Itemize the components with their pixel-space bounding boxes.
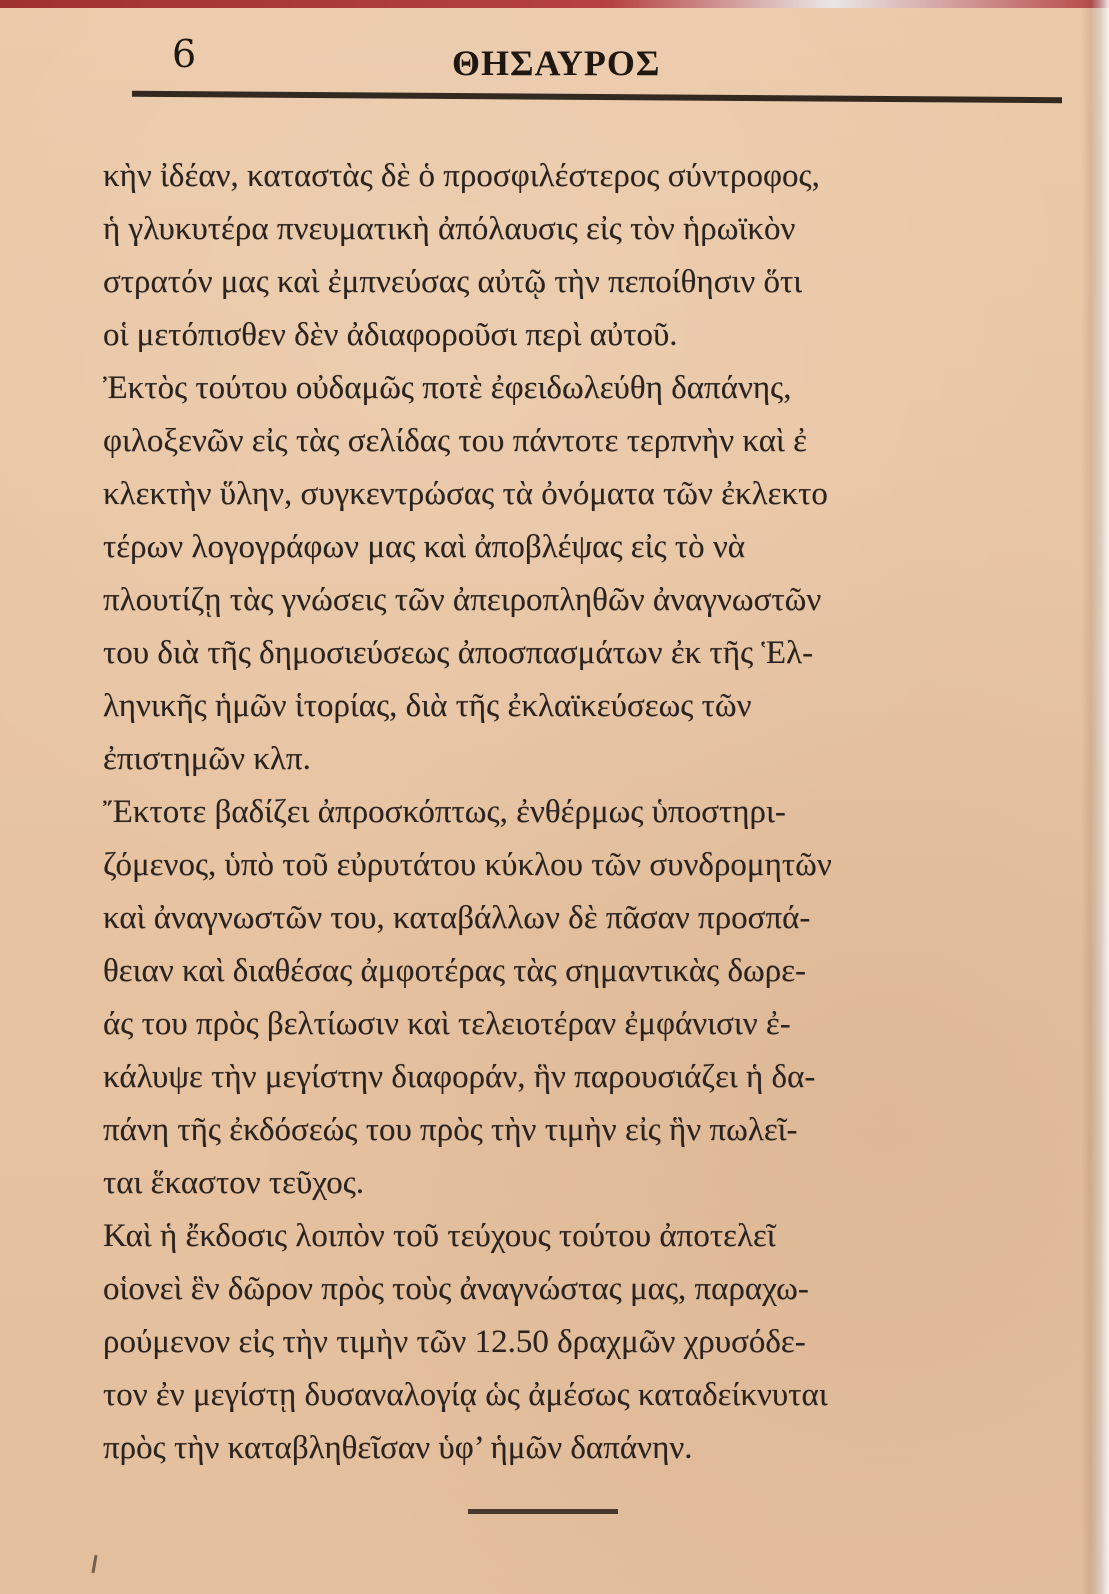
running-title: ΘΗΣΑΥΡΟΣ xyxy=(452,43,661,83)
header-rule xyxy=(132,91,1062,103)
text-line: κλεκτὴν ὕλην, συγκεντρώσας τὰ ὀνόματα τῶν ἐκλεκτο xyxy=(103,476,828,512)
page-header xyxy=(132,32,1062,112)
page-number: 6 xyxy=(172,32,197,76)
text-line: οἱ μετόπισθεν δὲν ἀδιαφοροῦσι περὶ αὐτοῦ. xyxy=(103,317,678,353)
text-line: άς του πρὸς βελτίωσιν καὶ τελειοτέραν ἐμφάνισιν ἐ- xyxy=(103,1006,791,1042)
text-line: θειαν καὶ διαθέσας ἀμφοτέρας τὰς σημαντικὰς δωρε- xyxy=(103,953,807,989)
text-line: καὶ ἀναγνωστῶν του, καταβάλλων δὲ πᾶσαν προσπά- xyxy=(103,900,811,936)
text-line: του διὰ τῆς δημοσιεύσεως ἀποσπασμάτων ἐκ τῆς Ἑλ- xyxy=(103,635,814,671)
text-line: κὴν ἰδέαν, καταστὰς δὲ ὁ προσφιλέστερος σύντροφος, xyxy=(103,158,820,194)
text-line: τον ἐν μεγίστῃ δυσαναλογίᾳ ὡς ἀμέσως καταδείκνυται xyxy=(103,1377,828,1413)
footer-rule xyxy=(468,1509,618,1514)
text-line: πάνη τῆς ἐκδόσεώς του πρὸς τὴν τιμὴν εἰς ἣν πωλεῖ- xyxy=(103,1112,798,1148)
text-line: στρατόν μας καὶ ἐμπνεύσας αὐτῷ τὴν πεποίθησιν ὅτι xyxy=(103,264,803,300)
text-line: ληνικῆς ἡμῶν ἱτορίας, διὰ τῆς ἐκλαϊκεύσεως τῶν xyxy=(103,688,752,724)
text-line: φιλοξενῶν εἰς τὰς σελίδας του πάντοτε τερπνὴν καὶ ἐ xyxy=(103,423,807,459)
text-line: ἐπιστημῶν κλπ. xyxy=(103,741,311,777)
margin-mark xyxy=(91,1555,97,1573)
text-line: ἡ γλυκυτέρα πνευματικὴ ἀπόλαυσις εἰς τὸν ἡρωϊκὸν xyxy=(103,211,796,247)
text-line: ται ἕκαστον τεῦχος. xyxy=(103,1165,365,1201)
text-line: Ἐκτὸς τούτου οὐδαμῶς ποτὲ ἐφειδωλεύθη δαπάνης, xyxy=(103,370,792,406)
text-line: πλουτίζῃ τὰς γνώσεις τῶν ἀπειροπληθῶν ἀναγνωστῶν xyxy=(103,582,822,618)
page-right-edge xyxy=(1081,0,1109,1594)
text-line: ρούμενον εἰς τὴν τιμὴν τῶν 12.50 δραχμῶν χρυσόδε- xyxy=(103,1324,806,1360)
text-line: Καὶ ἡ ἔκδοσις λοιπὸν τοῦ τεύχους τούτου ἀποτελεῖ xyxy=(103,1218,776,1254)
text-line: Ἔκτοτε βαδίζει ἀπροσκόπτως, ἐνθέρμως ὑποστηρι- xyxy=(103,794,786,830)
text-line: οἱονεὶ ἓν δῶρον πρὸς τοὺς ἀναγνώστας μας, παραχω- xyxy=(103,1271,809,1307)
body-text xyxy=(103,150,1058,1475)
text-line: κάλυψε τὴν μεγίστην διαφοράν, ἣν παρουσιάζει ἡ δα- xyxy=(103,1059,816,1095)
page-top-edge xyxy=(0,0,1109,8)
text-line: πρὸς τὴν καταβληθεῖσαν ὑφ’ ἡμῶν δαπάνην. xyxy=(103,1430,693,1466)
text-line: τέρων λογογράφων μας καὶ ἀποβλέψας εἰς τὸ νὰ xyxy=(103,529,746,565)
text-line: ζόμενος, ὑπὸ τοῦ εὐρυτάτου κύκλου τῶν συνδρομητῶν xyxy=(103,847,832,883)
